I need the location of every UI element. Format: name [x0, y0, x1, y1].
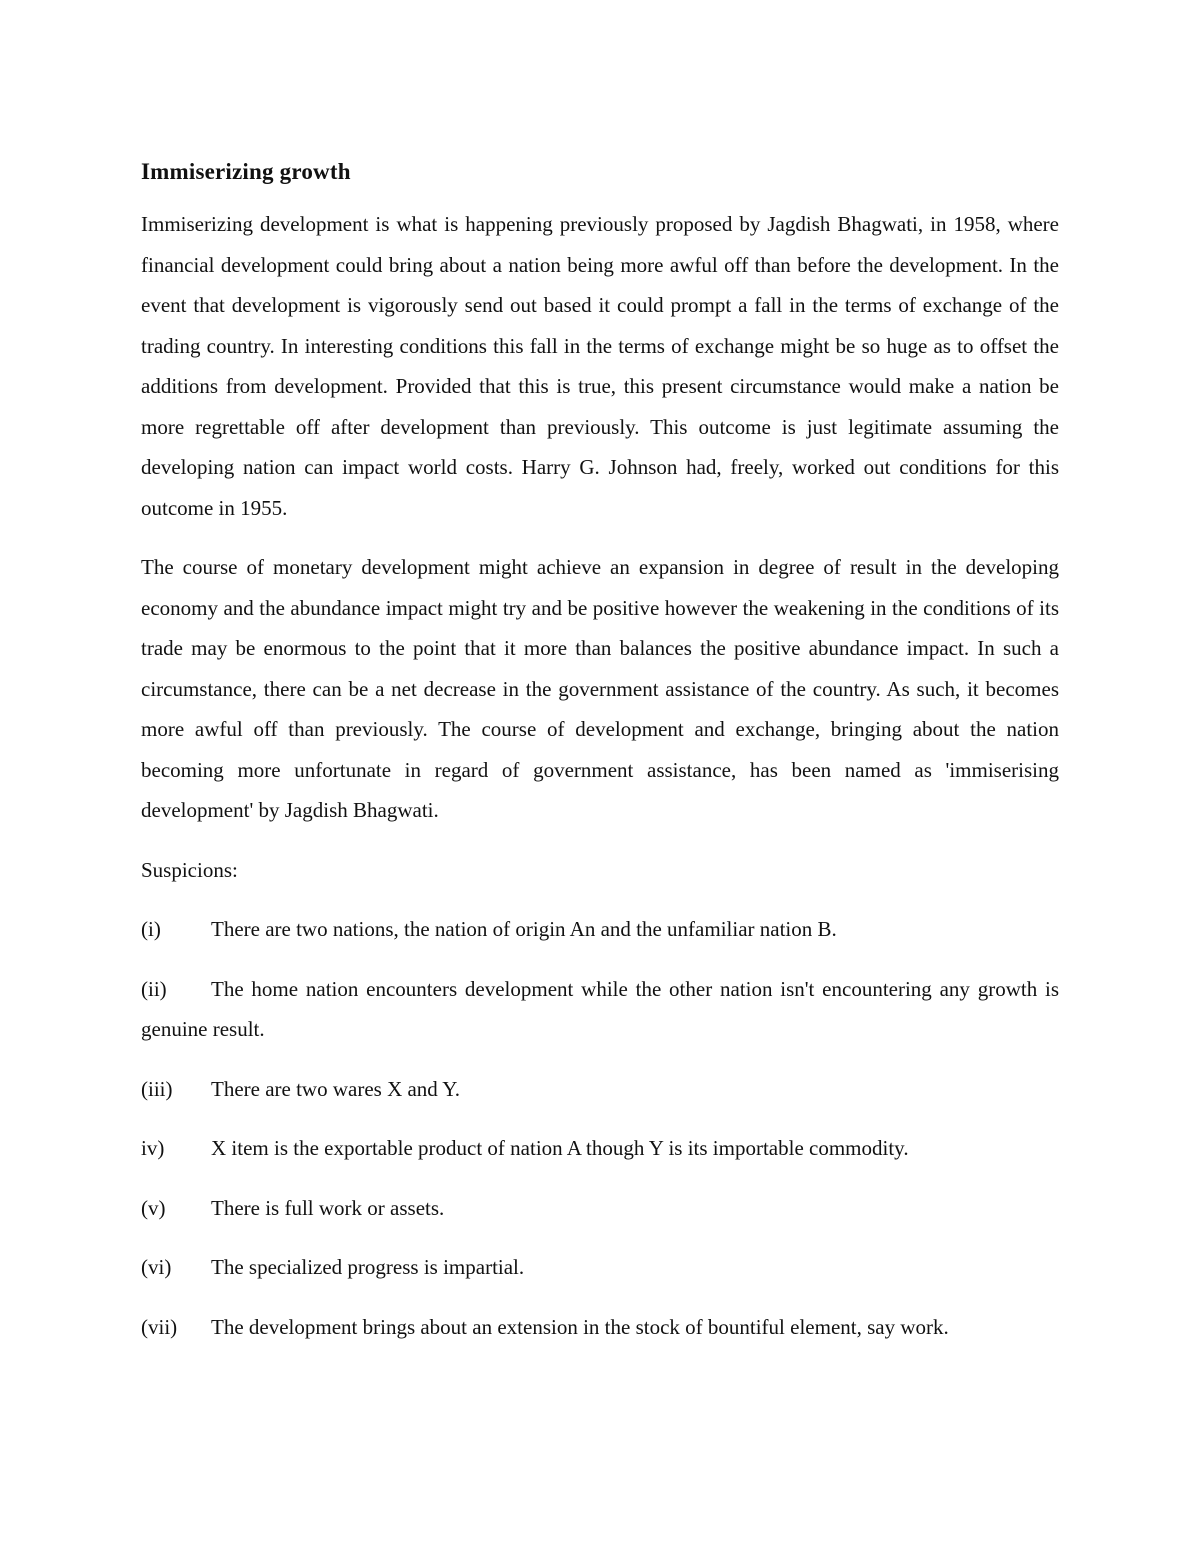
list-item: [141, 1128, 1059, 1169]
document-title: Immiserizing growth: [141, 159, 351, 184]
document-page: [141, 150, 1059, 1366]
list-item-number: (i): [141, 917, 161, 941]
assumptions-label: Suspicions:: [141, 857, 238, 882]
list-item-number: (v): [141, 1195, 166, 1220]
list-item-text: There are two wares X and Y.: [211, 1076, 460, 1101]
list-item: [141, 909, 1059, 950]
list-item-text: X item is the exportable product of nation A though Y is its importable commodity.: [211, 1136, 909, 1160]
list-item: [141, 969, 1059, 1050]
list-item-text: The specialized progress is impartial.: [211, 1255, 525, 1279]
list-item-number: iv): [141, 1136, 165, 1160]
list-item-text: The development brings about an extension in the stock of bountiful element, say work.: [211, 1314, 949, 1339]
list-item-number: (vi): [141, 1255, 172, 1279]
list-item-number: (iii): [141, 1076, 173, 1101]
list-item-text: There are two nations, the nation of origin An and the unfamiliar nation B.: [211, 917, 837, 941]
list-item: [141, 1307, 1059, 1348]
list-item-number: (ii): [141, 976, 167, 1001]
body-paragraph: Immiserizing development is what is happening previously proposed by Jagdish Bhagwati, in 1958, where financial development could bring about a nation being more awful off than before the development. In the event that development is vigorously send out based it could prompt a fall in the terms of exchange of the trading country. In interesting conditions this fall in the terms of exchange might be so huge as to offset the additions from development. Provided that this is true, this present circumstance would make a nation be more regrettable off after development than previously. This outcome is just legitimate assuming the developing nation can impact world costs. Harry G. Johnson had, freely, worked out conditions for this outcome in 1955.: [141, 212, 1059, 520]
list-item: [141, 1069, 1059, 1110]
list-item: [141, 1188, 1059, 1229]
list-item-number: (vii): [141, 1314, 178, 1339]
body-paragraph: The course of monetary development might achieve an expansion in degree of result in the developing economy and the abundance impact might try and be positive however the weakening in the conditions of its trade may be enormous to the point that it more than balances the positive abundance impact. In such a circumstance, there can be a net decrease in the government assistance of the country. As such, it becomes more awful off than previously. The course of development and exchange, bringing about the nation becoming more unfortunate in regard of government assistance, has been named as 'immiserising development' by Jagdish Bhagwati.: [141, 555, 1059, 822]
list-item: [141, 1247, 1059, 1288]
list-item-text: There is full work or assets.: [211, 1195, 445, 1220]
list-item-text: The home nation encounters development while the other nation isn't encountering any growth is genuine result.: [141, 976, 1059, 1041]
